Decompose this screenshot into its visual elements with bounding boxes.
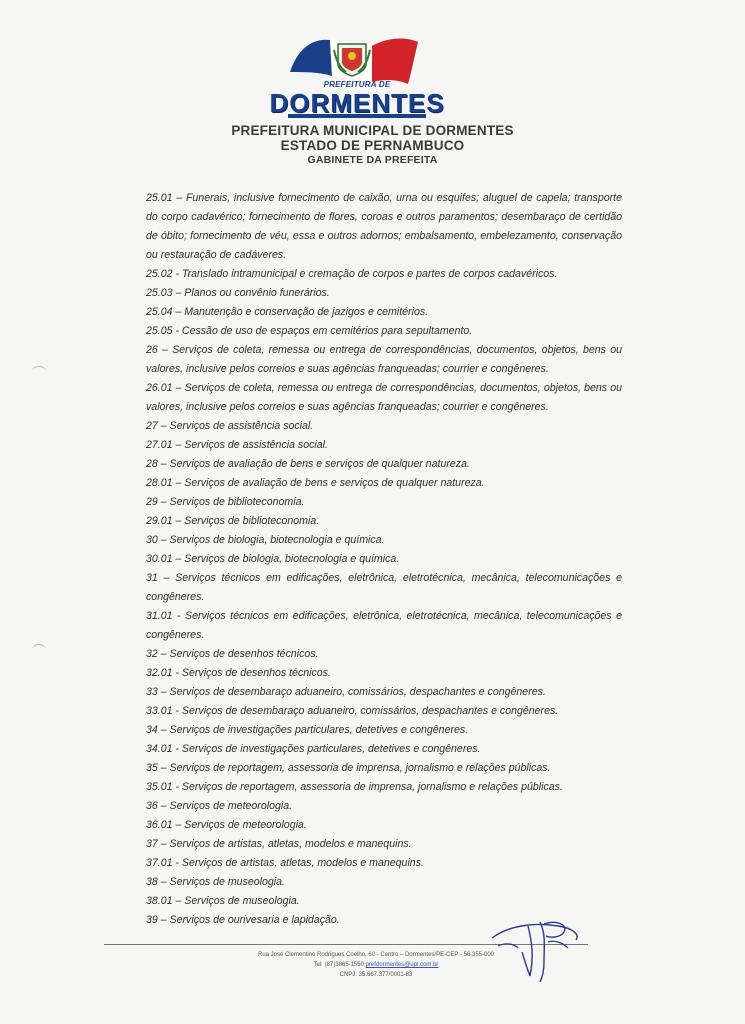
list-item: 35 – Serviços de reportagem, assessoria de imprensa, jornalismo e relações públicas.	[146, 762, 551, 774]
list-item: 30 – Serviços de biologia, biotecnologia e química.	[146, 534, 385, 546]
list-item: 32 – Serviços de desenhos técnicos.	[146, 648, 319, 660]
prefeitura-logo	[268, 28, 446, 120]
list-item: 37.01 - Serviços de artistas, atletas, modelos e manequins.	[146, 857, 424, 869]
header-office: GABINETE DA PREFEITA	[307, 154, 438, 166]
signature-icon	[488, 912, 584, 984]
list-item: 33.01 - Serviços de desembaraço aduaneiro, comissários, despachantes e congêneres.	[146, 705, 559, 717]
list-item: 34 – Serviços de investigações particulares, detetives e congêneres.	[146, 724, 469, 736]
footer-email-link[interactable]: prefdormentes@upl.com.br	[365, 962, 439, 968]
list-item: 26 – Serviços de coleta, remessa ou entrega de correspondências, documentos, objetos, bens ou valores, inclusive pelos correios e suas agências franqueadas; courrier e congêneres.	[146, 344, 622, 375]
header-state: ESTADO DE PERNAMBUCO	[280, 138, 465, 153]
list-item: 38.01 – Serviços de museologia.	[146, 895, 300, 907]
list-item: 39 – Serviços de ourivesaria e lapidação.	[146, 914, 340, 926]
list-item: 27.01 – Serviços de assistência social.	[146, 439, 328, 451]
service-list	[146, 189, 622, 930]
logo-title: DORMENTES	[269, 88, 445, 118]
footer-cnpj: CNPJ: 35.667.377/0001-83	[339, 972, 413, 978]
list-item: 34.01 - Serviços de investigações particulares, detetives e congêneres.	[146, 743, 481, 755]
list-item: 29 – Serviços de biblioteconomia.	[146, 496, 305, 508]
list-item: 27 – Serviços de assistência social.	[146, 420, 314, 432]
list-item: 36 – Serviços de meteorologia.	[146, 800, 293, 812]
list-item: 25.03 – Planos ou convênio funerários.	[146, 287, 330, 299]
list-item: 36.01 – Serviços de meteorologia.	[146, 819, 307, 831]
logo-subtitle: PREFEITURA DE	[323, 80, 391, 89]
list-item: 25.02 - Translado intramunicipal e cremação de corpos e partes de corpos cadavéricos.	[146, 268, 558, 280]
list-item: 33 – Serviços de desembaraço aduaneiro, comissários, despachantes e congêneres.	[146, 686, 546, 698]
list-item: 25.01 – Funerais, inclusive fornecimento de caixão, urna ou esquifes; aluguel de capela; transporte do corpo cadavérico; fornecimento de flores, coroas e outros paramentos; desembaraço de certidão de óbito; fornecimento de véu, essa e outros adornos; embalsamento, embelezamento, conservação ou restauração de cadáveres.	[146, 192, 622, 261]
header-municipality: PREFEITURA MUNICIPAL DE DORMENTES	[231, 123, 514, 138]
list-item: 25.05 - Cessão de uso de espaços em cemitérios para sepultamento.	[146, 325, 473, 337]
list-item: 28.01 – Serviços de avaliação de bens e serviços de qualquer natureza.	[146, 477, 485, 489]
list-item: 38 – Serviços de museologia.	[146, 876, 285, 888]
list-item: 26.01 – Serviços de coleta, remessa ou entrega de correspondências, documentos, objetos, bens ou valores, inclusive pelos correios e suas agências franqueadas; courrier e congêneres.	[146, 382, 622, 413]
list-item: 31 – Serviços técnicos em edificações, eletrônica, eletrotécnica, mecânica, telecomunicações e congêneres.	[146, 572, 622, 603]
footer-tel: Tel: (87)3865-1550	[313, 962, 364, 968]
list-item: 25.04 – Manutenção e conservação de jazigos e cemitérios.	[146, 306, 429, 318]
list-item: 35.01 - Serviços de reportagem, assessoria de imprensa, jornalismo e relações públicas.	[146, 781, 563, 793]
list-item: 30.01 – Serviços de biologia, biotecnologia e química.	[146, 553, 400, 565]
list-item: 29.01 – Serviços de biblioteconomia.	[146, 515, 320, 527]
list-item: 31.01 - Serviços técnicos em edificações, eletrônica, eletrotécnica, mecânica, telecomunicações e congêneres.	[146, 610, 622, 641]
list-item: 32.01 - Serviços de desenhos técnicos.	[146, 667, 331, 679]
punch-hole	[32, 366, 46, 377]
list-item: 37 – Serviços de artistas, atletas, modelos e manequins.	[146, 838, 412, 850]
list-item: 28 – Serviços de avaliação de bens e serviços de qualquer natureza.	[146, 458, 470, 470]
punch-hole	[32, 644, 46, 655]
footer-address: Rua José Clementino Rodrigues Coelho, 60 - Centro – Dormentes/PE-CEP - 56.355-000	[257, 952, 494, 958]
